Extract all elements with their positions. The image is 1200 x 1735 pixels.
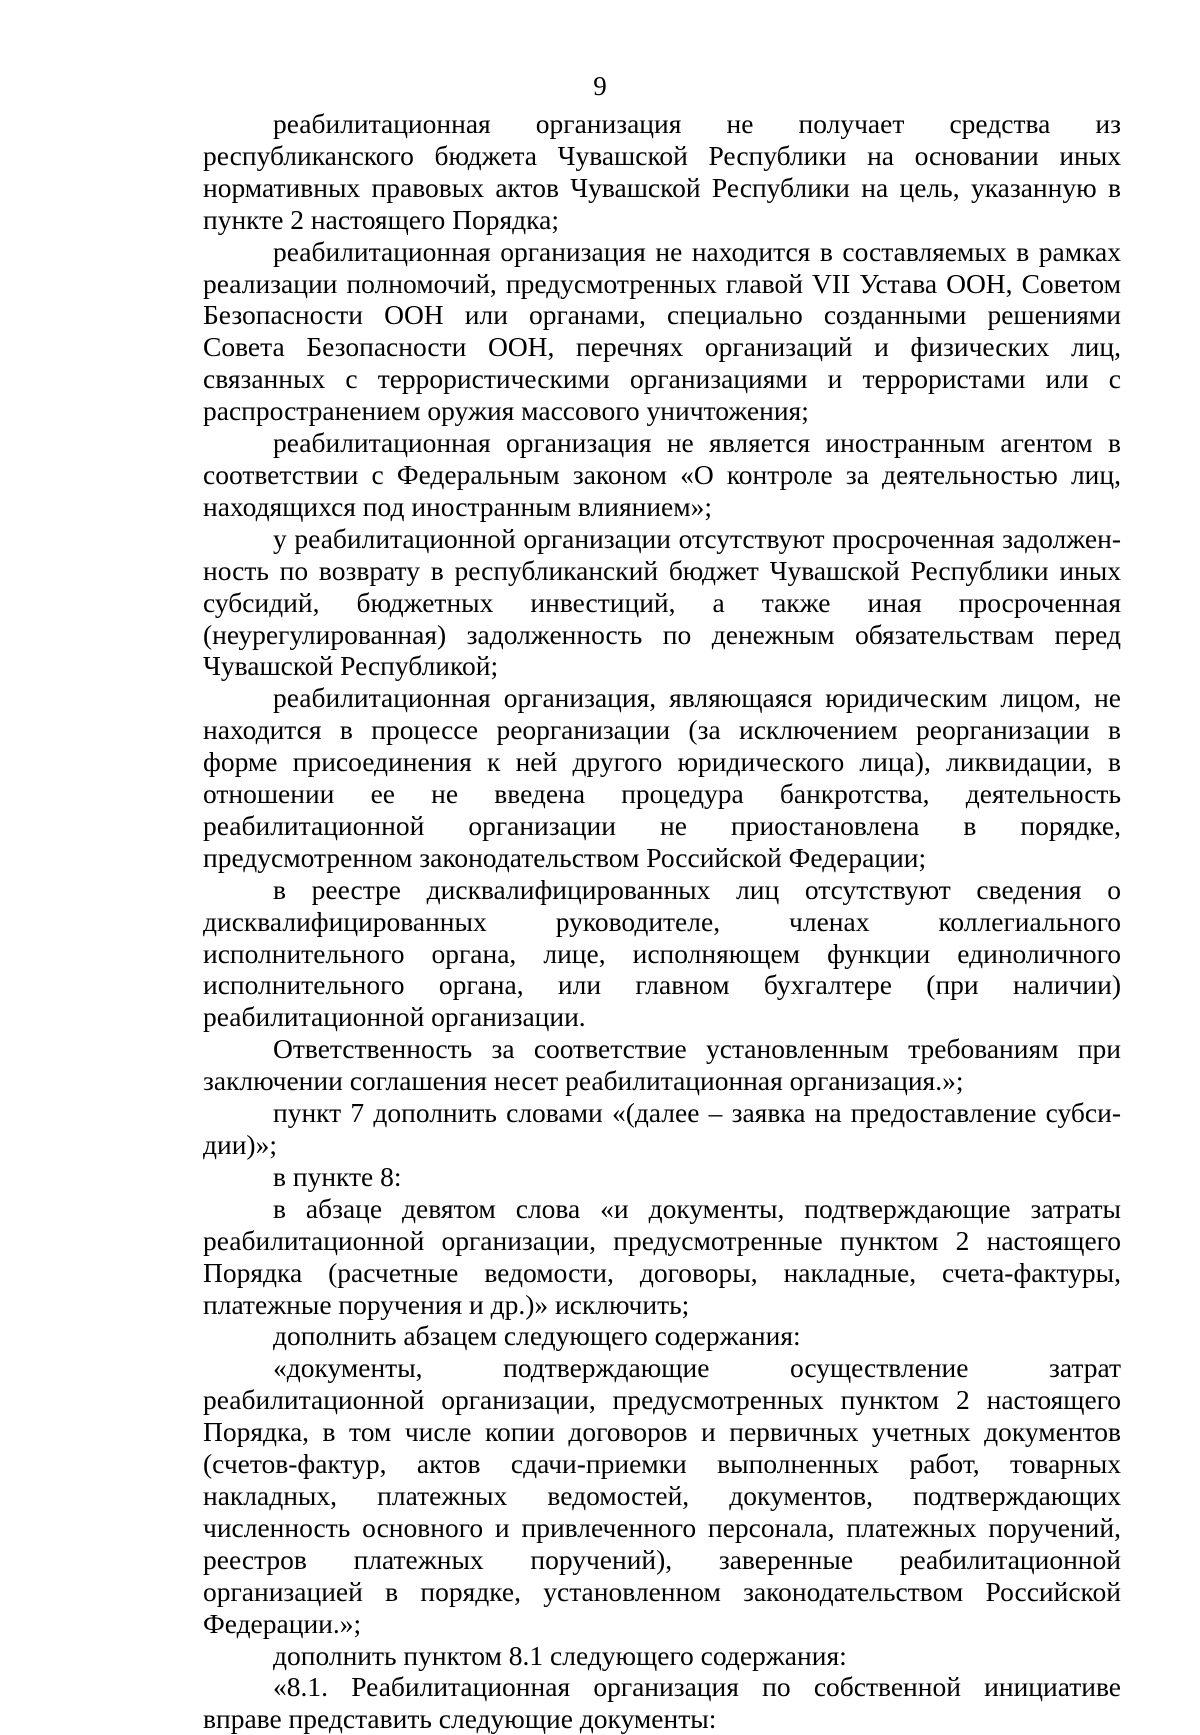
paragraph: «документы, подтверждающие осуществление затрат реабилитационной организации, предусмотренных пунктом 2 настоящего Порядка, в том числе копии договоров и первичных учетных документов (счетов-фактур, актов сдачи-приемки выполненных работ, товарных накладных, платежных ведомостей, документов, подтверждающих численность основного и привлеченного персонала, платежных поручений, реестров платежных поручений), заверенные реабилитационной организацией в порядке, установленном законодательством Российской Федерации.»; <box>203 1352 1121 1639</box>
paragraph: дополнить пунктом 8.1 следующего содержания: <box>273 1639 847 1671</box>
paragraph: реабилитационная организация, являющаяся юридическим лицом, не находится в процессе реорганизации (за исключением реорганизации в форме присоединения к ней другого юридического лица), ликвидации, в отношении ее не введена процедура банкротства, деятельность реабилитационной организации не приостановлена в порядке, предусмотренном законодательством Российской Федерации; <box>203 682 1121 873</box>
paragraph: в абзаце девятом слова «и документы, подтверждающие затраты реабилитационной организации, предусмотренные пунктом 2 настоящего Порядка (расчетные ведомости, договоры, накладные, счета-фактуры, платежные поручения и др.)» исключить; <box>203 1192 1121 1320</box>
paragraph: пункт 7 дополнить словами «(далее – заявка на предоставление субсидии)»; <box>203 1097 1121 1160</box>
paragraph: в реестре дисквалифицированных лиц отсутствуют сведения о дисквалифицированных руководителе, членах коллегиального исполнительного органа, лице, исполняющем функции единоличного исполнительного органа, или главном бухгалтере (при наличии) реабилитационной организации. <box>203 873 1121 1033</box>
page-number: 9 <box>593 71 607 101</box>
paragraph: реабилитационная организация не получает средства из республиканского бюджета Чувашской Республики на основании иных нормативных правовых актов Чувашской Республики на цель, указанную в пункте 2 настоящего Порядка; <box>203 108 1121 235</box>
paragraph: у реабилитационной организации отсутствуют просроченная задолженность по возврату в республиканский бюджет Чувашской Республики иных субсидий, бюджетных инвестиций, а также иная просроченная (неурегулированная) задолженность по денежным обязательствам перед Чувашской Республикой; <box>203 522 1121 682</box>
document-body <box>203 108 1121 1735</box>
paragraph: Ответственность за соответствие установленным требованиям при заключении соглашения несет реабилитационная организация.»; <box>203 1033 1121 1097</box>
paragraph: дополнить абзацем следующего содержания: <box>273 1320 801 1352</box>
paragraph: «8.1. Реабилитационная организация по собственной инициативе вправе представить следующие документы: <box>203 1671 1121 1735</box>
paragraph: в пункте 8: <box>273 1160 402 1192</box>
paragraph: реабилитационная организация не является иностранным агентом в соответствии с Федеральным законом «О контроле за деятельностью лиц, находящихся под иностранным влиянием»; <box>203 427 1121 522</box>
paragraph: реабилитационная организация не находится в составляемых в рамках реализации полномочий, предусмотренных главой VII Устава ООН, Советом Безопасности ООН или органами, специально созданными решениями Совета Безопасности ООН, перечнях организаций и физических лиц, связанных с террористическими организациями и террористами или с распространением оружия массового уничтожения; <box>203 235 1121 427</box>
